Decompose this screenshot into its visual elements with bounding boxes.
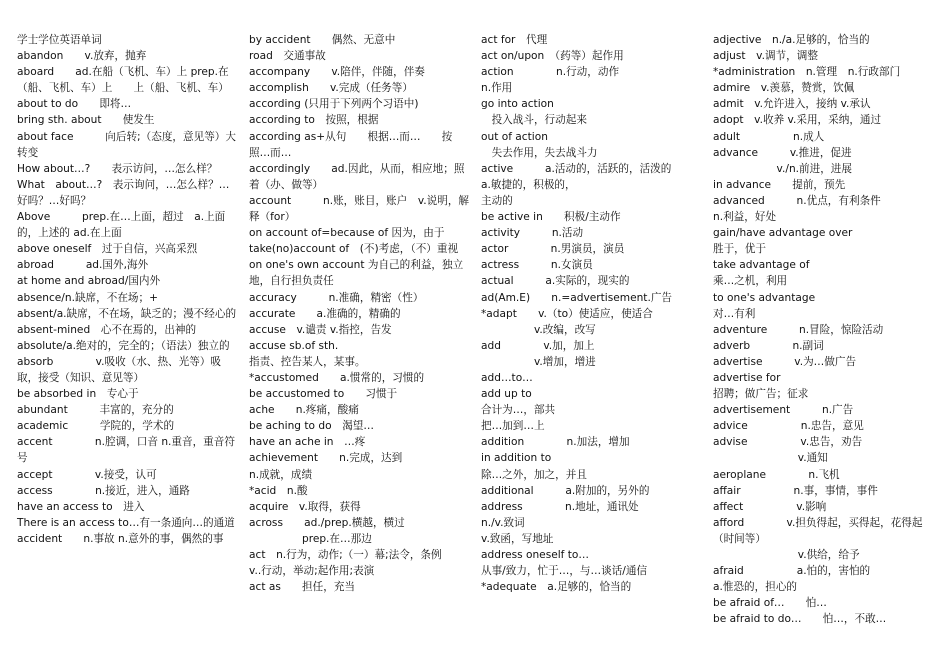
vocab-entry: advertise for: [713, 371, 781, 384]
vocab-entry: admit v.允许进入，接纳 v.承认: [713, 98, 871, 111]
vocab-entry: What about…? 表示询问，…怎么样？…好吗？…好吗？: [17, 178, 230, 207]
vocab-entry: add up to: [481, 388, 532, 401]
vocab-entry: advertise v.为…做广告: [713, 355, 857, 368]
vocab-entry: 胜于，优于: [713, 243, 766, 256]
vocab-entry: accuse v.谴责 v.指控，告发: [249, 323, 392, 336]
vocab-entry: advertisement n.广告: [713, 404, 854, 417]
vocab-entry: advice n.忠告，意见: [713, 420, 864, 433]
vocab-entry: address oneself to…: [481, 549, 590, 561]
vocab-entry: adventure n.冒险，惊险活动: [713, 323, 884, 336]
vocab-entry: aeroplane n.飞机: [713, 468, 840, 481]
vocab-entry: n.成就，成绩: [249, 468, 313, 481]
vocab-entry: abundant 丰富的，充分的: [17, 404, 174, 417]
vocab-entry: *administration n.管理 n.行政部门: [713, 66, 901, 79]
vocab-entry: accident n.事故 n.意外的事，偶然的事: [17, 532, 224, 545]
column-4: [713, 32, 945, 672]
vocab-entry: affect v.影响: [713, 500, 827, 513]
vocab-entry: absorb v.吸收（水、热、光等）吸取，接受（知识、意见等）: [17, 355, 222, 384]
vocab-entry: accomplish v.完成（任务等）: [249, 82, 413, 95]
vocab-entry: active a.活动的，活跃的，活泼的: [481, 162, 672, 175]
vocab-entry: academic 学院的，学术的: [17, 420, 175, 433]
vocab-entry: v.供给，给予: [713, 549, 860, 561]
vocab-entry: be accustomed to 习惯于: [249, 388, 398, 401]
vocab-entry: 除…之外，加之，并且: [481, 468, 587, 481]
vocab-entry: v..行动，举动;起作用;表演: [249, 565, 375, 578]
vocab-entry: ache n.疼痛，酸痛: [249, 404, 359, 417]
vocab-entry: account n.账，账目，账户 v.说明，解释（for）: [249, 194, 470, 224]
vocab-entry: be aching to do 渴望…: [249, 420, 374, 433]
vocab-entry: accurate a.准确的，精确的: [249, 307, 401, 320]
vocab-entry: accuse sb.of sth.: [249, 339, 339, 352]
vocab-entry: be afraid of… 怕…: [713, 597, 827, 610]
vocab-entry: 把…加到…上: [481, 420, 545, 433]
vocab-entry: 招聘；做广告；征求: [713, 388, 809, 401]
vocab-entry: absent-mined 心不在焉的，出神的: [17, 323, 197, 336]
vocab-entry: add v.加，加上: [481, 339, 595, 352]
column-3: [481, 32, 713, 672]
column-2: [249, 32, 481, 672]
vocab-entry: have an access to 进入: [17, 500, 145, 513]
vocab-entry: 学士学位英语单词: [17, 34, 102, 46]
vocab-entry: *adequate a.足够的，恰当的: [481, 581, 632, 594]
vocab-entry: abandon v.放弃，抛弃: [17, 50, 147, 63]
vocab-entry: to one's advantage: [713, 291, 816, 304]
vocab-entry: There is an access to…有一条通向…的通道: [17, 516, 235, 529]
vocab-entry: advance v.推进，促进: [713, 146, 852, 159]
vocab-entry: a.惟恐的，担心的: [713, 581, 798, 594]
vocab-entry: action n.行动，动作: [481, 66, 620, 79]
vocab-entry: according as+从句 根据…而… 按照…而…: [249, 130, 453, 159]
vocab-entry: 从事/致力，忙于…，与…谈话/通信: [481, 565, 648, 578]
vocab-entry: in advance 提前，预先: [713, 178, 846, 191]
vocab-entry: in addition to: [481, 452, 552, 465]
vocab-entry: actress n.女演员: [481, 259, 593, 272]
vocab-entry: 乘…之机，利用: [713, 275, 788, 288]
vocab-entry: v.增加，增进: [481, 355, 596, 368]
vocab-entry: act on/upon （药等）起作用: [481, 50, 624, 63]
vocab-entry: out of action: [481, 130, 548, 143]
vocab-entry: additional a.附加的，另外的: [481, 484, 650, 497]
vocab-entry: on one's own account 为自己的利益，独立地，自行担负责任: [249, 259, 464, 288]
vocab-entry: *acid n.酸: [249, 484, 308, 497]
vocab-entry: accuracy n.准确，精密（性）: [249, 291, 424, 304]
vocab-entry: advise v.忠告，劝告: [713, 436, 863, 449]
vocab-entry: adult n.成人: [713, 130, 825, 143]
vocab-entry: adjective n./a.足够的，恰当的: [713, 34, 870, 46]
vocab-entry: accordingly ad.因此，从而，相应地；照着（办、做等）: [249, 162, 465, 191]
vocab-entry: activity n.活动: [481, 227, 584, 240]
vocab-entry: gain/have advantage over: [713, 227, 853, 240]
vocab-entry: actual a.实际的，现实的: [481, 275, 630, 288]
vocab-entry: absent/a.缺席，不在场，缺乏的；漫不经心的: [17, 307, 237, 320]
vocab-entry: prep.在…那边: [249, 532, 372, 545]
vocab-entry: according to 按照，根据: [249, 114, 379, 127]
vocab-entry: n.作用: [481, 82, 513, 95]
vocab-entry: accept v.接受，认可: [17, 468, 157, 481]
vocab-entry: ad(Am.E) n.=advertisement.广告: [481, 291, 673, 304]
vocab-entry: adverb n.副词: [713, 339, 824, 352]
vocab-entry: 合计为…，部共: [481, 404, 556, 417]
vocab-entry: take advantage of: [713, 259, 810, 272]
vocab-entry: achievement n.完成，达到: [249, 452, 403, 465]
vocab-entry: adjust v.调节，调整: [713, 50, 818, 63]
vocab-entry: v./n.前进，进展: [713, 162, 852, 175]
vocab-entry: road 交通事故: [249, 50, 326, 63]
vocab-entry: act n.行为，动作;（一）幕;法令，条例: [249, 549, 442, 561]
vocab-entry: about face 向后转;（态度，意见等）大转变: [17, 130, 236, 159]
vocab-entry: have an ache in …疼: [249, 436, 366, 449]
vocab-entry: v.致函，写地址: [481, 532, 554, 545]
vocab-entry: at home and abroad/国内外: [17, 275, 161, 288]
vocab-entry: absolute/a.绝对的，完全的；（语法）独立的: [17, 339, 230, 352]
vocab-entry: act as 担任，充当: [249, 581, 356, 594]
vocab-entry: above oneself 过于自信，兴高采烈: [17, 243, 198, 256]
vocab-entry: advanced n.优点，有利条件: [713, 194, 881, 207]
vocab-entry: adopt v.收养 v.采用，采纳，通过: [713, 114, 882, 127]
vocab-entry: go into action: [481, 98, 554, 111]
vocab-entry: actor n.男演员，演员: [481, 243, 625, 256]
vocab-entry: afford v.担负得起，买得起，花得起（时间等）: [713, 516, 923, 545]
vocab-entry: add…to…: [481, 371, 533, 384]
vocab-entry: acquire v.取得，获得: [249, 500, 361, 513]
vocab-entry: How about…? 表示访问，…怎么样？: [17, 162, 218, 175]
vocab-entry: act for 代理: [481, 34, 548, 46]
vocab-entry: across ad./prep.横越，横过: [249, 516, 405, 529]
vocab-entry: absence/n.缺席，不在场；+: [17, 291, 158, 304]
column-1: [17, 32, 249, 672]
vocab-entry: a.敏捷的，积极的，: [481, 178, 576, 191]
vocab-entry: about to do 即将…: [17, 98, 132, 111]
vocab-entry: v.改编，改写: [481, 323, 596, 336]
vocab-entry: abroad ad.国外,海外: [17, 259, 149, 272]
vocab-entry: according (只用于下列两个习语中): [249, 98, 419, 111]
vocab-entry: take(no)account of (不)考虑，（不）重视: [249, 243, 459, 256]
vocab-entry: be absorbed in 专心于: [17, 388, 139, 401]
vocab-entry: on account of=because of 因为，由于: [249, 227, 445, 240]
vocab-entry: be active in 积极/主动作: [481, 211, 621, 224]
vocab-entry: afraid a.怕的，害怕的: [713, 565, 871, 578]
vocab-entry: by accident 偶然、无意中: [249, 34, 396, 46]
vocab-entry: 失去作用，失去战斗力: [481, 146, 598, 159]
vocab-entry: 投入战斗，行动起来: [481, 114, 587, 127]
vocab-entry: aboard ad.在船（飞机、车）上 prep.在（船、飞机、车）上 上（船、飞机、车）: [17, 66, 229, 95]
vocab-entry: accent n.腔调，口音 n.重音，重音符号: [17, 436, 235, 465]
vocab-entry: v.通知: [713, 452, 828, 465]
vocab-entry: Above prep.在…上面，超过 a.上面的，上述的 ad.在上面: [17, 211, 226, 240]
vocab-entry: be afraid to do… 怕…，不敢…: [713, 613, 887, 626]
vocab-entry: admire v.羡慕，赞赏，饮佩: [713, 82, 855, 95]
vocab-entry: affair n.事，事情，事件: [713, 484, 878, 497]
vocab-entry: bring sth. about 使发生: [17, 114, 155, 127]
vocab-entry: 对…有利: [713, 307, 756, 320]
vocab-entry: 指责、控告某人，某事。: [249, 355, 366, 368]
vocab-entry: access n.接近，进入，通路: [17, 484, 190, 497]
vocab-entry: address n.地址，通讯处: [481, 500, 639, 513]
vocab-entry: addition n.加法，增加: [481, 436, 630, 449]
vocab-entry: n.利益，好处: [713, 211, 777, 224]
vocab-entry: 主动的: [481, 194, 513, 207]
vocab-entry: accompany v.陪伴，伴随，伴奏: [249, 66, 425, 79]
vocab-entry: *adapt v.（to）使适应，使适合: [481, 307, 653, 320]
vocab-entry: n./v.致词: [481, 516, 525, 529]
vocab-entry: *accustomed a.惯常的，习惯的: [249, 371, 425, 384]
